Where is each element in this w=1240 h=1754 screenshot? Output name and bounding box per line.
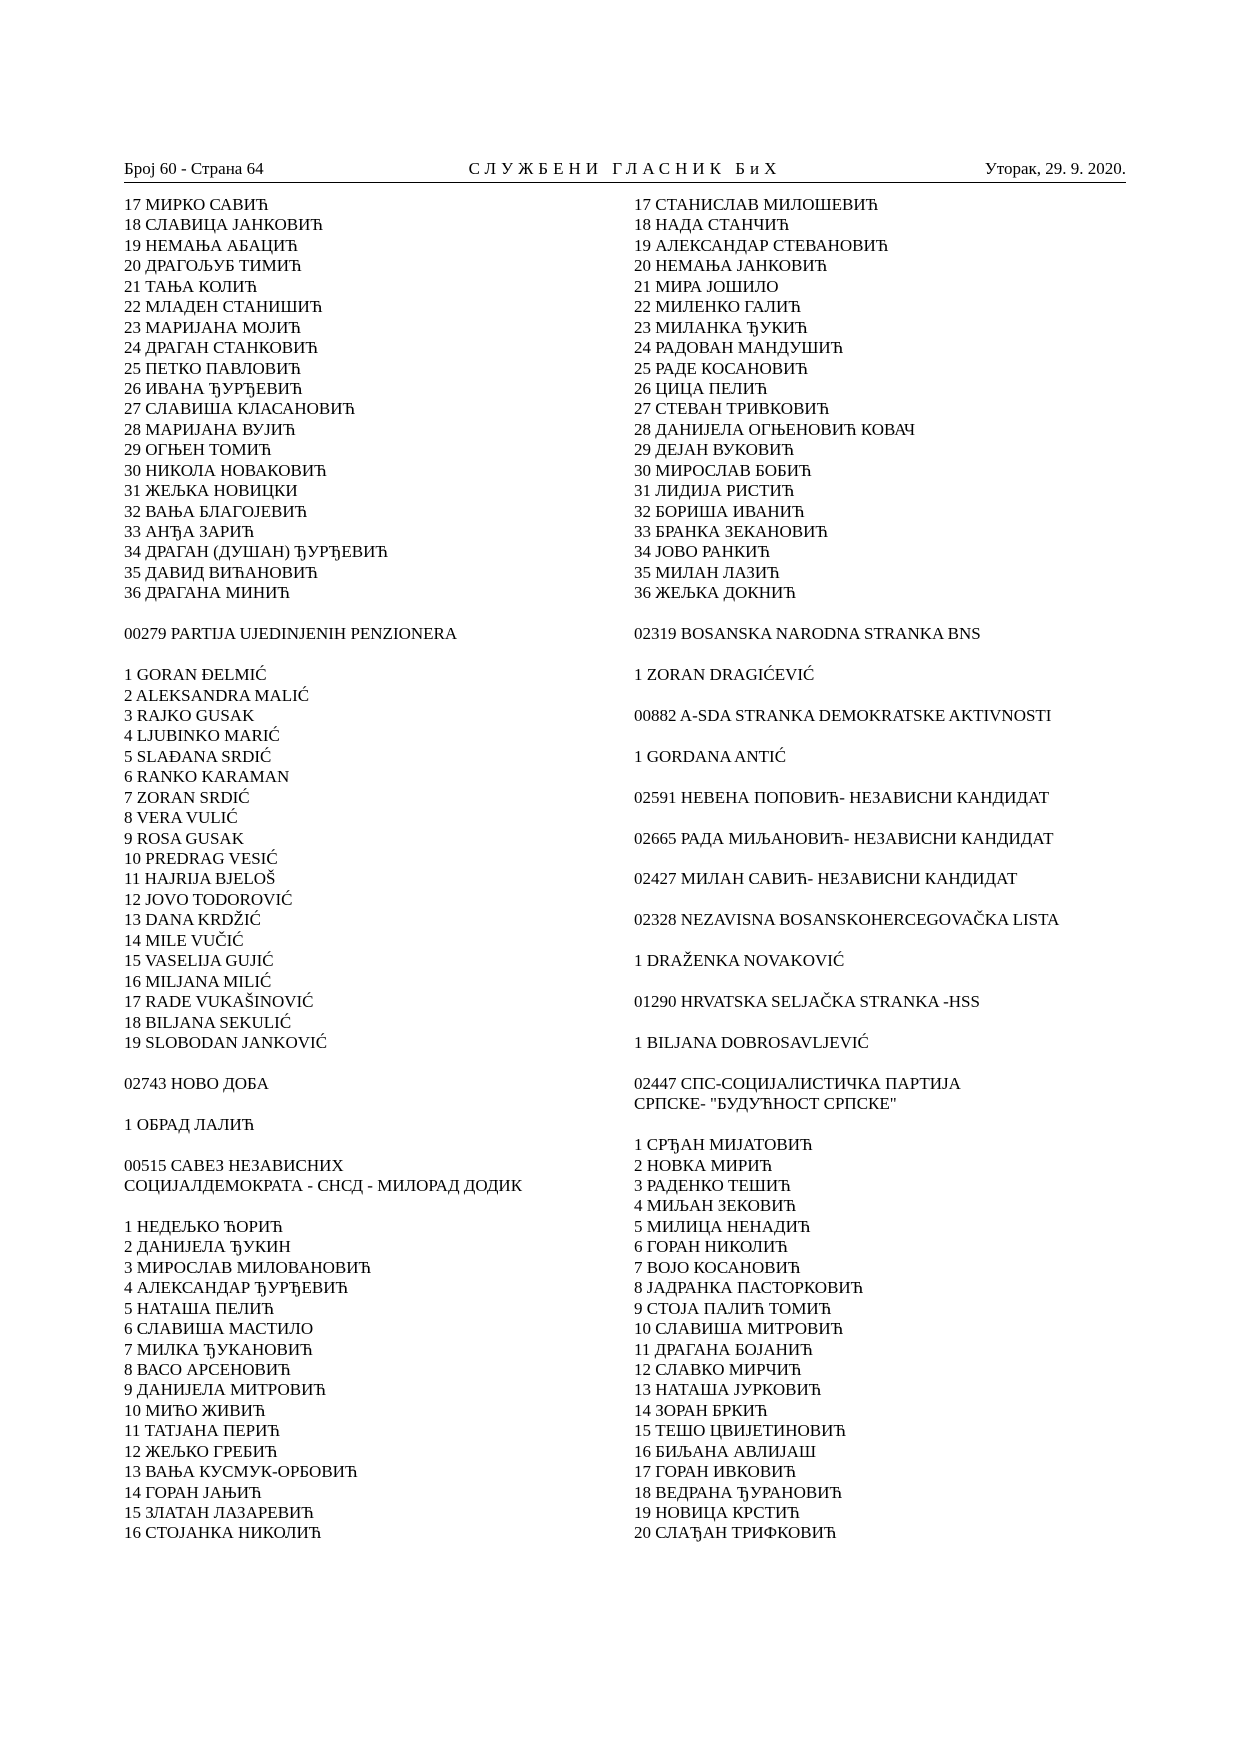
list-item: 18 СЛАВИЦА ЈАНКОВИЋ [124,215,323,235]
list-item: 6 RANKO KARAMAN [124,767,290,787]
blank-line [634,1115,1134,1135]
list-item: 29 ОГЊЕН ТОМИЋ [124,440,272,460]
list-item: 18 НАДА СТАНЧИЋ [634,215,790,235]
list-item: 28 ДАНИЈЕЛА ОГЊЕНОВИЋ КОВАЧ [634,419,916,439]
blank-line [634,931,1134,951]
list-item: 17 МИРКО САВИЋ [124,195,269,214]
list-item: 3 РАДЕНКО ТЕШИЋ [634,1176,791,1195]
list-item: 12 ЖЕЉКО ГРЕБИЋ [124,1441,278,1461]
list-item: 35 МИЛАН ЛАЗИЋ [634,562,780,582]
list-item: 5 НАТАША ПЕЛИЋ [124,1298,275,1318]
right-column [634,195,1134,1544]
list-item: 5 МИЛИЦА НЕНАДИЋ [634,1216,811,1236]
list-item: 36 ЖЕЉКА ДОКНИЋ [634,583,796,603]
list-item: 33 АНЂА ЗАРИЋ [124,522,255,541]
list-item: 10 МИЋО ЖИВИЋ [124,1400,266,1420]
list-item: 10 СЛАВИША МИТРОВИЋ [634,1319,844,1339]
list-item: 11 ТАТЈАНА ПЕРИЋ [124,1421,281,1441]
list-item: 19 НЕМАЊА АБАЦИЋ [124,235,298,255]
left-column [124,195,624,1544]
list-item: 21 ТАЊА КОЛИЋ [124,276,258,296]
list-item: 16 СТОЈАНКА НИКОЛИЋ [124,1523,322,1543]
list-item: 24 РАДОВАН МАНДУШИЋ [634,338,844,358]
list-item: 9 ROSA GUSAK [124,828,244,848]
list-item: СРПСКЕ- "БУДУЋНОСТ СРПСКЕ" [634,1094,897,1114]
list-item: 9 СТОЈА ПАЛИЋ ТОМИЋ [634,1298,832,1318]
gazette-title: СЛУЖБЕНИ ГЛАСНИК БиХ [468,159,782,178]
list-item: 15 ЗЛАТАН ЛАЗАРЕВИЋ [124,1503,314,1522]
list-item: 02447 СПС-СОЦИЈАЛИСТИЧКА ПАРТИЈА [634,1073,961,1093]
list-item: 34 ДРАГАН (ДУШАН) ЂУРЂЕВИЋ [124,542,388,562]
list-item: 11 HAJRIJA BJELOŠ [124,869,276,889]
list-item: 1 GORAN ĐELMIĆ [124,665,267,685]
blank-line [124,1196,624,1216]
list-item: 14 ГОРАН ЈАЊИЋ [124,1482,262,1502]
list-item: 34 ЈОВО РАНКИЋ [634,542,771,562]
list-item: 32 БОРИША ИВАНИЋ [634,501,805,521]
blank-line [634,808,1134,828]
list-item: 2 ДАНИЈЕЛА ЂУКИН [124,1237,291,1257]
blank-line [634,890,1134,910]
blank-line [634,767,1134,787]
blank-line [124,645,624,665]
blank-line [124,604,624,624]
list-item: 12 СЛАВКО МИРЧИЋ [634,1359,802,1379]
list-item: 15 ТЕШО ЦВИЈЕТИНОВИЋ [634,1421,847,1441]
list-item: 00882 A-SDA STRANKA DEMOKRATSKE AKTIVNOSTI [634,705,1052,725]
list-item: 1 СРЂАН МИЈАТОВИЋ [634,1135,813,1155]
blank-line [634,972,1134,992]
issue-page-number: Број 60 - Страна 64 [124,159,264,178]
list-item: 22 МИЛЕНКО ГАЛИЋ [634,297,801,317]
list-item: 19 НОВИЦА КРСТИЋ [634,1503,800,1522]
blank-line [634,849,1134,869]
list-item: 20 НЕМАЊА ЈАНКОВИЋ [634,256,828,276]
list-item: 30 НИКОЛА НОВАКОВИЋ [124,460,327,480]
list-item: 5 SLAĐANA SRDIĆ [124,746,272,766]
list-item: 17 ГОРАН ИВКОВИЋ [634,1462,797,1482]
list-item: 3 RAJKO GUSAK [124,705,255,725]
blank-line [634,604,1134,624]
list-item: 4 АЛЕКСАНДАР ЂУРЂЕВИЋ [124,1278,349,1298]
list-item: 23 МИЛАНКА ЂУКИЋ [634,317,808,337]
list-item: 25 ПЕТКО ПАВЛОВИЋ [124,358,302,378]
page-header [124,158,1126,183]
list-item: 31 ЖЕЉКА НОВИЦКИ [124,481,298,501]
list-item: 33 БРАНКА ЗЕКАНОВИЋ [634,522,828,541]
list-item: 26 ЦИЦА ПЕЛИЋ [634,378,768,398]
list-item: 17 СТАНИСЛАВ МИЛОШЕВИЋ [634,195,879,214]
list-item: 19 SLOBODAN JANKOVIĆ [124,1032,328,1052]
blank-line [124,1135,624,1155]
list-item: 29 ДЕЈАН ВУКОВИЋ [634,440,795,460]
list-item: 02427 МИЛАН САВИЋ- НЕЗАВИСНИ КАНДИДАТ [634,869,1018,889]
list-item: 22 МЛАДЕН СТАНИШИЋ [124,297,323,317]
list-item: 4 МИЉАН ЗЕКОВИЋ [634,1196,797,1216]
list-item: 4 LJUBINKO MARIĆ [124,726,280,746]
list-item: 2 ALEKSANDRA MALIĆ [124,685,310,705]
list-item: 32 ВАЊА БЛАГОЈЕВИЋ [124,501,308,521]
list-item: 20 СЛАЂАН ТРИФКОВИЋ [634,1523,837,1543]
blank-line [634,1053,1134,1073]
list-item: 30 МИРОСЛАВ БОБИЋ [634,460,812,480]
list-item: 13 DANA KRDŽIĆ [124,910,261,930]
list-item: 00515 САВЕЗ НЕЗАВИСНИХ [124,1155,344,1175]
list-item: 1 ZORAN DRAGIĆEVIĆ [634,665,815,685]
list-item: 19 АЛЕКСАНДАР СТЕВАНОВИЋ [634,235,889,255]
list-item: СОЦИЈАЛДЕМОКРАТА - СНСД - МИЛОРАД ДОДИК [124,1176,523,1195]
list-item: 17 RADE VUKAŠINOVIĆ [124,992,314,1012]
list-item: 16 БИЉАНА АВЛИЈАШ [634,1441,817,1461]
list-item: 02743 НОВО ДОБА [124,1073,269,1093]
list-item: 02319 BOSANSKA NARODNA STRANKA BNS [634,624,981,644]
blank-line [124,1053,624,1073]
list-item: 2 НОВКА МИРИЋ [634,1155,773,1175]
list-item: 6 СЛАВИША МАСТИЛО [124,1319,314,1339]
list-item: 1 НЕДЕЉКО ЋОРИЋ [124,1216,283,1236]
list-item: 3 МИРОСЛАВ МИЛОВАНОВИЋ [124,1257,372,1277]
list-item: 01290 HRVATSKA SELJAČKA STRANKA -HSS [634,992,980,1012]
list-item: 28 МАРИЈАНА ВУЈИЋ [124,419,296,439]
list-item: 13 НАТАША ЈУРКОВИЋ [634,1380,822,1400]
list-item: 35 ДАВИД ВИЋАНОВИЋ [124,562,318,582]
list-item: 18 ВЕДРАНА ЂУРАНОВИЋ [634,1482,843,1502]
list-item: 13 ВАЊА КУСМУК-ОРБОВИЋ [124,1462,358,1482]
list-item: 23 МАРИЈАНА МОЈИЋ [124,317,301,337]
list-item: 1 BILJANA DOBROSAVLJEVIĆ [634,1032,869,1052]
list-item: 14 MILE VUČIĆ [124,930,244,950]
blank-line [634,645,1134,665]
list-item: 12 JOVO TODOROVIĆ [124,889,293,909]
list-item: 15 VASELIJA GUJIĆ [124,951,274,971]
list-item: 7 ZORAN SRDIĆ [124,787,250,807]
issue-date: Уторак, 29. 9. 2020. [984,159,1126,178]
list-item: 26 ИВАНА ЂУРЂЕВИЋ [124,378,303,398]
list-item: 27 СТЕВАН ТРИВКОВИЋ [634,399,830,419]
list-item: 25 РАДЕ КОСАНОВИЋ [634,358,808,378]
list-item: 8 ЈАДРАНКА ПАСТОРКОВИЋ [634,1278,864,1298]
list-item: 6 ГОРАН НИКОЛИЋ [634,1237,788,1257]
blank-line [634,726,1134,746]
list-item: 10 PREDRAG VESIĆ [124,849,278,868]
list-item: 8 VERA VULIĆ [124,808,238,828]
list-item: 36 ДРАГАНА МИНИЋ [124,583,291,603]
list-item: 1 DRAŽENKA NOVAKOVIĆ [634,951,845,971]
list-item: 00279 PARTIJA UJEDINJENIH PENZIONERA [124,624,458,644]
list-item: 1 ОБРАД ЛАЛИЋ [124,1114,255,1134]
blank-line [634,1013,1134,1033]
list-item: 20 ДРАГОЉУБ ТИМИЋ [124,256,302,276]
list-item: 24 ДРАГАН СТАНКОВИЋ [124,338,319,358]
list-item: 9 ДАНИЈЕЛА МИТРОВИЋ [124,1380,326,1400]
list-item: 21 МИРА ЈОШИЛО [634,276,779,296]
list-item: 02328 NEZAVISNA BOSANSKOHERCEGOVAČKA LISTA [634,910,1060,930]
list-item: 7 МИЛКА ЂУКАНОВИЋ [124,1339,313,1359]
list-item: 27 СЛАВИША КЛАСАНОВИЋ [124,399,356,419]
list-item: 1 GORDANA ANTIĆ [634,746,787,766]
list-item: 02665 РАДА МИЉАНОВИЋ- НЕЗАВИСНИ КАНДИДАТ [634,828,1054,848]
list-item: 31 ЛИДИЈА РИСТИЋ [634,481,795,501]
list-item: 7 ВОЈО КОСАНОВИЋ [634,1257,801,1277]
list-item: 18 BILJANA SEKULIĆ [124,1012,292,1032]
list-item: 8 ВАСО АРСЕНОВИЋ [124,1359,291,1379]
list-item: 14 ЗОРАН БРКИЋ [634,1400,768,1420]
list-item: 02591 НЕВЕНА ПОПОВИЋ- НЕЗАВИСНИ КАНДИДАТ [634,787,1050,807]
blank-line [124,1094,624,1114]
list-item: 16 MILJANA MILIĆ [124,971,272,991]
list-item: 11 ДРАГАНА БОЈАНИЋ [634,1339,813,1359]
blank-line [634,686,1134,706]
